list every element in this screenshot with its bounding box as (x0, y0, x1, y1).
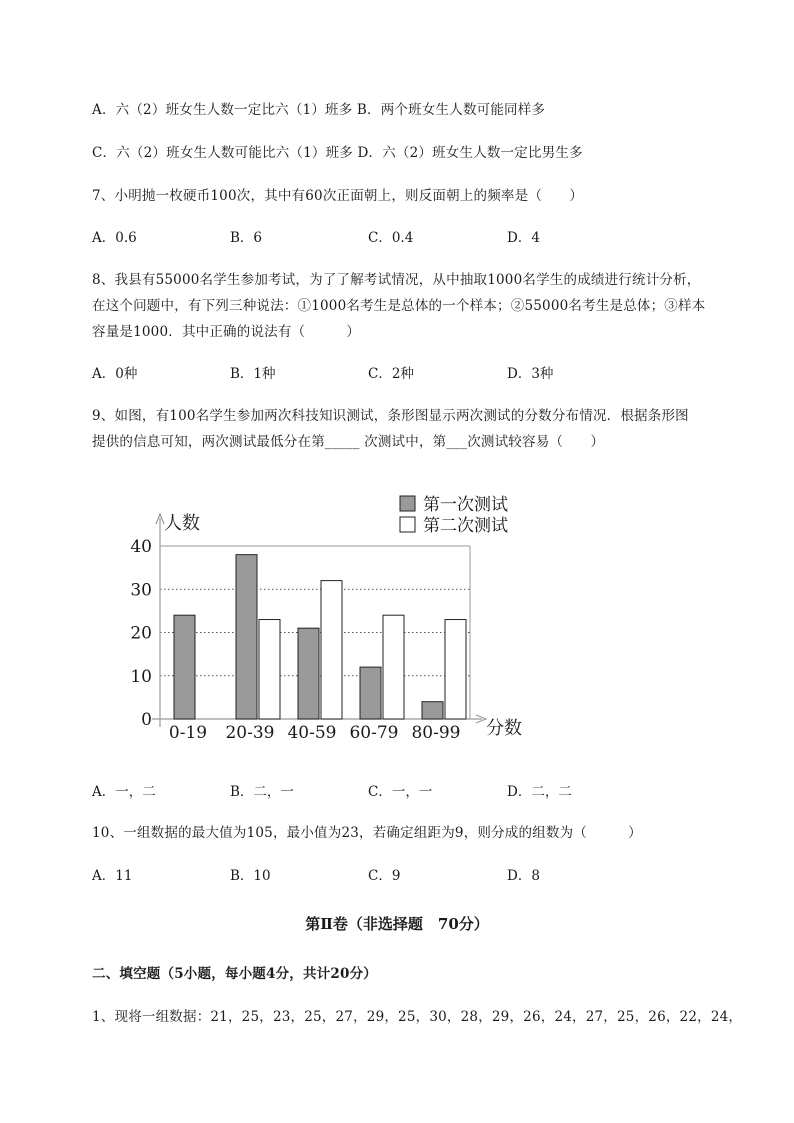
q7-options (92, 226, 692, 246)
q10-question: 10、一组数据的最大值为105，最小值为23，若确定组距为9，则分成的组数为（ ） (92, 825, 642, 841)
x-tick-label: 40-59 (287, 723, 337, 743)
y-tick-label: 10 (130, 666, 152, 687)
bar (445, 620, 466, 719)
q10-option-d: D．8 (507, 868, 540, 884)
legend-swatch (400, 517, 415, 532)
q8-question-line-2: 在这个问题中，有下列三种说法：①1000名考生是总体的一个样本；②55000名考生是总体；③样本 (92, 298, 706, 314)
fill-q1-text: 1、现将一组数据：21，25，23，25，27，29，25，30，28，29，26，24，27，25，26，22，24， (92, 1009, 743, 1025)
y-tick-label: 30 (130, 580, 152, 601)
x-tick-label: 60-79 (349, 723, 399, 743)
q9-question-line-1: 9、如图，有100名学生参加两次科技知识测试，条形图显示两次测试的分数分布情况．根据条形图 (92, 408, 689, 424)
q8-option-b: B．1种 (230, 366, 276, 382)
q9-option-d: D．二，二 (507, 784, 572, 800)
score-bar-chart (120, 488, 540, 758)
q7-option-a: A．0.6 (92, 230, 137, 246)
q10-option-b: B．10 (230, 868, 271, 884)
x-tick-label: 20-39 (225, 723, 275, 743)
q8-option-d: D．3种 (507, 366, 554, 382)
y-axis-title: 人数 (164, 513, 200, 534)
bar (422, 702, 443, 719)
section-heading: 二、填空题（5小题，每小题4分，共计20分） (92, 966, 377, 982)
legend-label: 第二次测试 (423, 516, 508, 536)
q6-option-line-2: C．六（2）班女生人数可能比六（1）班多 D．六（2）班女生人数一定比男生多 (92, 145, 583, 161)
q8-options (92, 362, 692, 382)
q10-option-c: C．9 (368, 868, 401, 884)
q9-options (92, 780, 692, 800)
q7-option-b: B．6 (230, 230, 263, 246)
q7-option-c: C．0.4 (368, 230, 414, 246)
q8-question-line-3: 容量是1000．其中正确的说法有（ ） (92, 324, 361, 340)
q8-question-line-1: 8、我县有55000名学生参加考试，为了了解考试情况，从中抽取1000名学生的成绩进行统计分析， (92, 272, 701, 288)
y-tick-label: 20 (130, 623, 152, 644)
q9-option-a: A．一，二 (92, 784, 156, 800)
q10-option-a: A．11 (92, 868, 133, 884)
bar (236, 555, 257, 719)
bar (383, 615, 404, 719)
q7-option-d: D．4 (507, 230, 540, 246)
bar (321, 581, 342, 719)
q8-option-a: A．0种 (92, 366, 138, 382)
section-title: 第Ⅱ卷（非选择题 70分） (305, 915, 489, 933)
legend-label: 第一次测试 (423, 495, 508, 515)
y-tick-label: 0 (141, 710, 152, 730)
bar (298, 628, 319, 719)
x-axis-title: 分数 (486, 718, 522, 739)
q8-option-c: C．2种 (368, 366, 414, 382)
x-tick-label: 0-19 (168, 723, 208, 743)
q9-option-c: C．一，一 (368, 784, 433, 800)
q10-options (92, 864, 692, 884)
bar (259, 620, 280, 719)
bar (360, 667, 381, 719)
x-tick-label: 80-99 (411, 723, 461, 743)
q9-question-line-2: 提供的信息可知，两次测试最低分在第_____ 次测试中，第___次测试较容易（ ） (92, 434, 605, 450)
bar (174, 615, 195, 719)
q9-option-b: B．二，一 (230, 784, 294, 800)
q7-question: 7、小明抛一枚硬币100次，其中有60次正面朝上，则反面朝上的频率是（ ） (92, 188, 584, 204)
y-tick-label: 40 (130, 537, 152, 557)
q6-option-line-1: A．六（2）班女生人数一定比六（1）班多 B．两个班女生人数可能同样多 (92, 102, 546, 118)
legend-swatch (400, 496, 415, 511)
